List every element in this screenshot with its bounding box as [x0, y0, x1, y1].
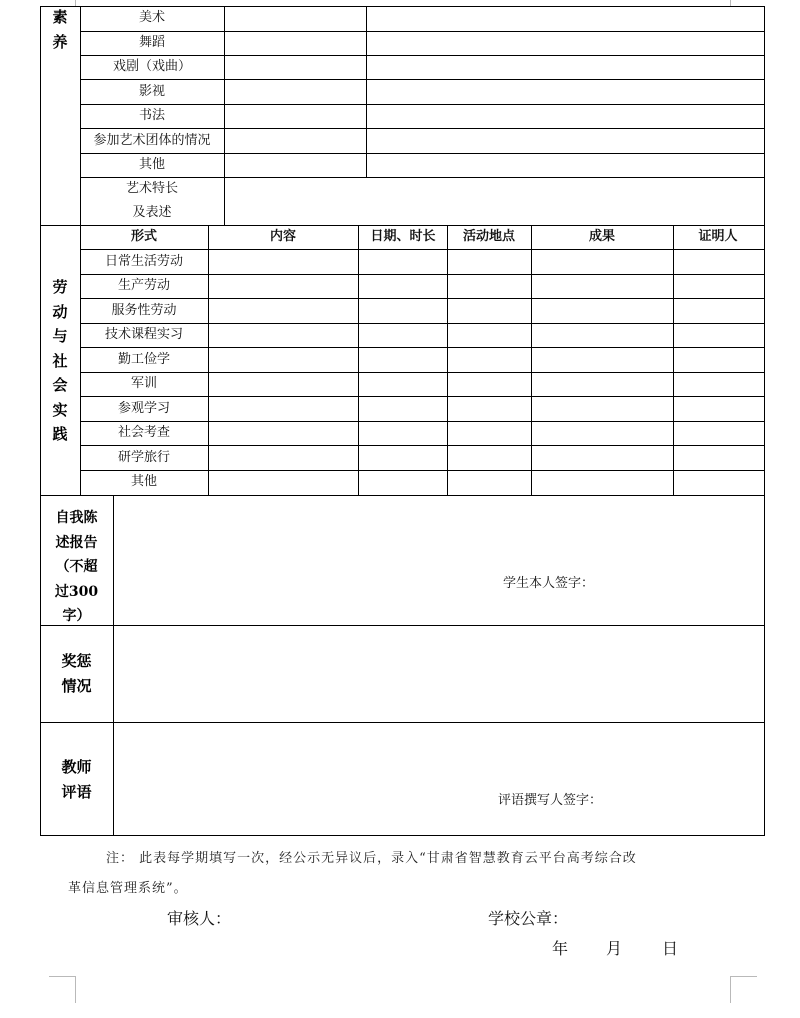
reviewer-label: 审核人：	[167, 909, 232, 928]
date-day: 日	[662, 939, 679, 958]
school-seal-label: 学校公章：	[488, 909, 569, 928]
crop-mark-bottom-left	[49, 976, 76, 1003]
arts-special-talent-line2: 及表述	[132, 205, 172, 220]
teacher-comment-heading: 教师 评语	[61, 758, 92, 801]
labor-row-other: 其他	[130, 474, 158, 489]
arts-item-art-group: 参加艺术团体的情况	[93, 133, 211, 148]
labor-row-military: 军训	[130, 376, 158, 391]
arts-item-other: 其他	[138, 157, 166, 172]
labor-col-form: 形式	[130, 229, 158, 244]
labor-col-date: 日期、时长	[370, 229, 436, 244]
labor-col-content: 内容	[269, 229, 297, 244]
labor-col-witness: 证明人	[698, 229, 738, 244]
arts-item-dance: 舞蹈	[138, 35, 166, 50]
note-line-1: 注： 此表每学期填写一次，经公示无异议后，录入“甘肃省智慧教育云平台高考综合改	[106, 851, 637, 866]
labor-row-work-study: 勤工俭学	[117, 352, 171, 367]
labor-row-internship: 技术课程实习	[104, 327, 184, 342]
date-month: 月	[606, 939, 623, 958]
labor-col-location: 活动地点	[462, 229, 516, 244]
labor-row-visit: 参观学习	[117, 401, 171, 416]
labor-row-study-tour: 研学旅行	[117, 450, 171, 465]
labor-col-result: 成果	[588, 229, 616, 244]
rewards-heading: 奖惩 情况	[61, 652, 92, 695]
labor-row-daily: 日常生活劳动	[104, 254, 184, 269]
note-line-2: 革信息管理系统”。	[68, 881, 188, 896]
self-report-heading: 自我陈 述报告 （不超 过300 字）	[54, 510, 99, 624]
arts-item-fine-arts: 美术	[138, 10, 166, 25]
labor-row-production: 生产劳动	[117, 278, 171, 293]
labor-section-heading: 劳 动 与 社 会 实 践	[52, 278, 68, 443]
labor-row-service: 服务性劳动	[111, 303, 177, 318]
arts-item-calligraphy: 书法	[138, 108, 166, 123]
date-year: 年	[552, 939, 569, 958]
comment-writer-signature-label: 评语撰写人签字：	[498, 793, 603, 808]
student-signature-label: 学生本人签字：	[503, 576, 595, 591]
labor-row-survey: 社会考查	[117, 425, 171, 440]
arts-item-film: 影视	[138, 84, 166, 99]
arts-section-heading: 素 养	[52, 8, 68, 51]
arts-item-drama: 戏剧（戏曲）	[112, 59, 192, 74]
crop-mark-bottom-right	[730, 976, 757, 1003]
arts-special-talent-line1: 艺术特长	[125, 181, 179, 196]
